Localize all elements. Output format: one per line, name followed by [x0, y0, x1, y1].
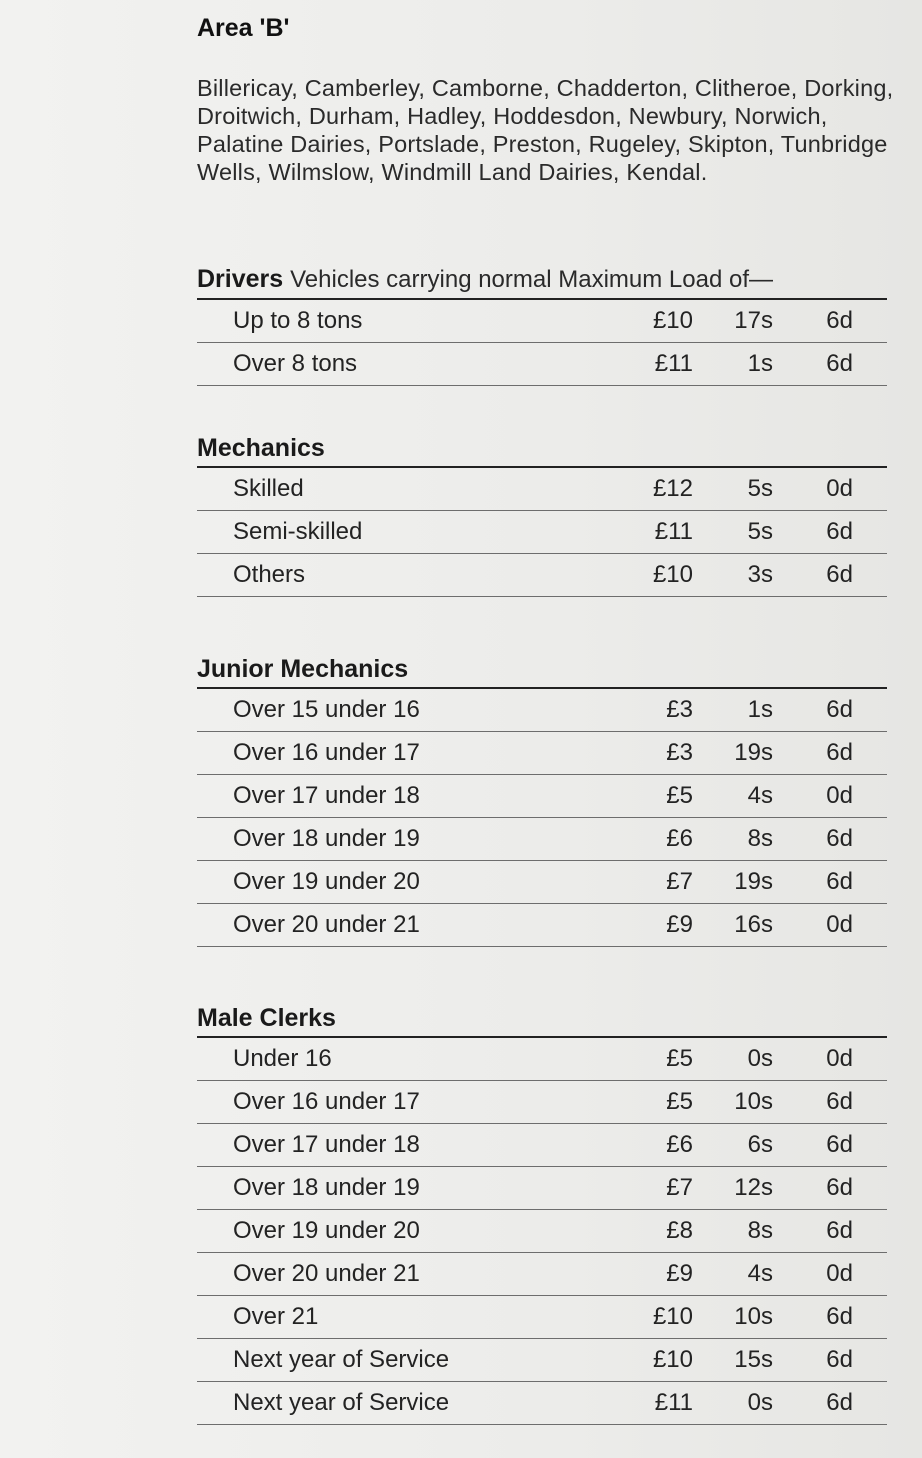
rate-pounds: £8 [666, 1217, 693, 1244]
rate-pence: 6d [826, 739, 853, 766]
rate-pence: 6d [826, 350, 853, 377]
rate-pence: 6d [826, 1389, 853, 1416]
rate-shillings: 0s [747, 1389, 773, 1416]
rate-pounds: £3 [666, 739, 693, 766]
section-drivers [197, 264, 887, 386]
rate-shillings: 19s [734, 739, 773, 766]
rate-shillings: 8s [747, 825, 773, 852]
table-row [197, 468, 887, 511]
rate-shillings: 1s [747, 696, 773, 723]
table-row [197, 732, 887, 775]
rate-pounds: £11 [654, 518, 693, 545]
rate-label: Under 16 [233, 1045, 332, 1072]
rate-pence: 6d [826, 1131, 853, 1158]
rate-label: Over 20 under 21 [233, 1260, 420, 1287]
rate-shillings: 6s [747, 1131, 773, 1158]
table-row [197, 1081, 887, 1124]
table-row [197, 1210, 887, 1253]
rate-label: Over 17 under 18 [233, 1131, 420, 1158]
rate-label: Over 17 under 18 [233, 782, 420, 809]
table-row [197, 1124, 887, 1167]
rate-label: Over 20 under 21 [233, 911, 420, 938]
rate-pence: 6d [826, 518, 853, 545]
section-male-clerks [197, 1003, 887, 1425]
rate-pence: 0d [826, 475, 853, 502]
rate-pounds: £10 [652, 561, 693, 588]
rate-pounds: £5 [666, 1088, 693, 1115]
rate-pence: 0d [826, 1045, 853, 1072]
rate-label: Over 19 under 20 [233, 868, 420, 895]
rate-label: Over 16 under 17 [233, 739, 420, 766]
rate-label: Over 19 under 20 [233, 1217, 420, 1244]
section-title: Mechanics [197, 434, 325, 462]
section-title: Male Clerks [197, 1004, 336, 1032]
rate-label: Next year of Service [233, 1389, 450, 1416]
rate-shillings: 16s [734, 911, 773, 938]
rate-shillings: 1s [747, 350, 773, 377]
rate-pounds: £6 [666, 825, 693, 852]
rate-label: Over 18 under 19 [233, 1174, 420, 1201]
rate-shillings: 0s [747, 1045, 773, 1072]
section-heading [197, 654, 887, 689]
table-row [197, 904, 887, 947]
rate-pence: 6d [826, 1088, 853, 1115]
rate-label: Others [233, 561, 306, 588]
rate-pence: 6d [826, 1217, 853, 1244]
section-title: Drivers [197, 265, 284, 293]
table-row [197, 1038, 887, 1081]
rate-pounds: £7 [666, 868, 693, 895]
rate-label: Over 16 under 17 [233, 1088, 420, 1115]
table-row [197, 300, 887, 343]
section-title: Junior Mechanics [197, 655, 409, 683]
table-row [197, 818, 887, 861]
rate-pence: 0d [826, 911, 853, 938]
section-junior-mechanics [197, 654, 887, 947]
table-row [197, 1167, 887, 1210]
rate-pounds: £10 [652, 1303, 693, 1330]
rate-pounds: £3 [666, 696, 693, 723]
rate-label: Semi-skilled [233, 518, 363, 545]
rate-shillings: 4s [747, 1260, 773, 1287]
table-row [197, 1296, 887, 1339]
rate-shillings: 4s [747, 782, 773, 809]
rate-shillings: 8s [747, 1217, 773, 1244]
rate-shillings: 17s [734, 307, 773, 334]
towns-list: Billericay, Camberley, Camborne, Chadderton, Clitheroe, Dorking, Droitwich, Durham, Hadley, Hoddesdon, Newbury, Norwich, Palatine Dairies, Portslade, Preston, Rugeley, Skipton, Tunbridge Wells, Wilmslow, Windmill Land Dairies, Kendal. [197, 75, 894, 185]
table-row [197, 689, 887, 732]
section-subtitle: Vehicles carrying normal Maximum Load of— [290, 266, 773, 293]
table-row [197, 511, 887, 554]
rate-pence: 0d [826, 1260, 853, 1287]
rate-pence: 6d [826, 868, 853, 895]
table-row [197, 343, 887, 386]
rate-pounds: £12 [652, 475, 693, 502]
rate-shillings: 5s [747, 518, 773, 545]
rate-label: Up to 8 tons [233, 307, 363, 334]
rate-pounds: £11 [654, 350, 693, 377]
rate-label: Over 15 under 16 [233, 696, 420, 723]
rate-pounds: £10 [652, 307, 693, 334]
rate-pounds: £10 [652, 1346, 693, 1373]
rate-shillings: 12s [734, 1174, 773, 1201]
rate-pence: 6d [826, 307, 853, 334]
section-heading [197, 1003, 887, 1038]
rate-label: Over 8 tons [233, 350, 358, 377]
rate-pounds: £5 [666, 1045, 693, 1072]
table-row [197, 1382, 887, 1425]
rate-shillings: 3s [747, 561, 773, 588]
rate-pence: 6d [826, 1346, 853, 1373]
rate-label: Next year of Service [233, 1346, 450, 1373]
rate-pence: 0d [826, 782, 853, 809]
rate-shillings: 10s [734, 1303, 773, 1330]
rate-pounds: £11 [654, 1389, 693, 1416]
rate-shillings: 15s [734, 1346, 773, 1373]
section-heading [197, 264, 887, 300]
table-row [197, 1339, 887, 1382]
rate-pence: 6d [826, 696, 853, 723]
rate-shillings: 5s [747, 475, 773, 502]
area-title: Area 'B' [197, 14, 290, 42]
rate-pounds: £6 [666, 1131, 693, 1158]
rate-pounds: £9 [666, 1260, 693, 1287]
rate-pence: 6d [826, 1174, 853, 1201]
rate-pence: 6d [826, 1303, 853, 1330]
rate-pounds: £7 [666, 1174, 693, 1201]
rate-label: Over 21 [233, 1303, 319, 1330]
rate-pounds: £9 [666, 911, 693, 938]
rate-shillings: 19s [734, 868, 773, 895]
table-row [197, 554, 887, 597]
table-row [197, 1253, 887, 1296]
rate-label: Skilled [233, 475, 304, 502]
rate-pounds: £5 [666, 782, 693, 809]
rate-label: Over 18 under 19 [233, 825, 420, 852]
section-mechanics [197, 433, 887, 597]
table-row [197, 775, 887, 818]
rate-shillings: 10s [734, 1088, 773, 1115]
rate-pence: 6d [826, 825, 853, 852]
rate-pence: 6d [826, 561, 853, 588]
section-heading [197, 433, 887, 468]
table-row [197, 861, 887, 904]
